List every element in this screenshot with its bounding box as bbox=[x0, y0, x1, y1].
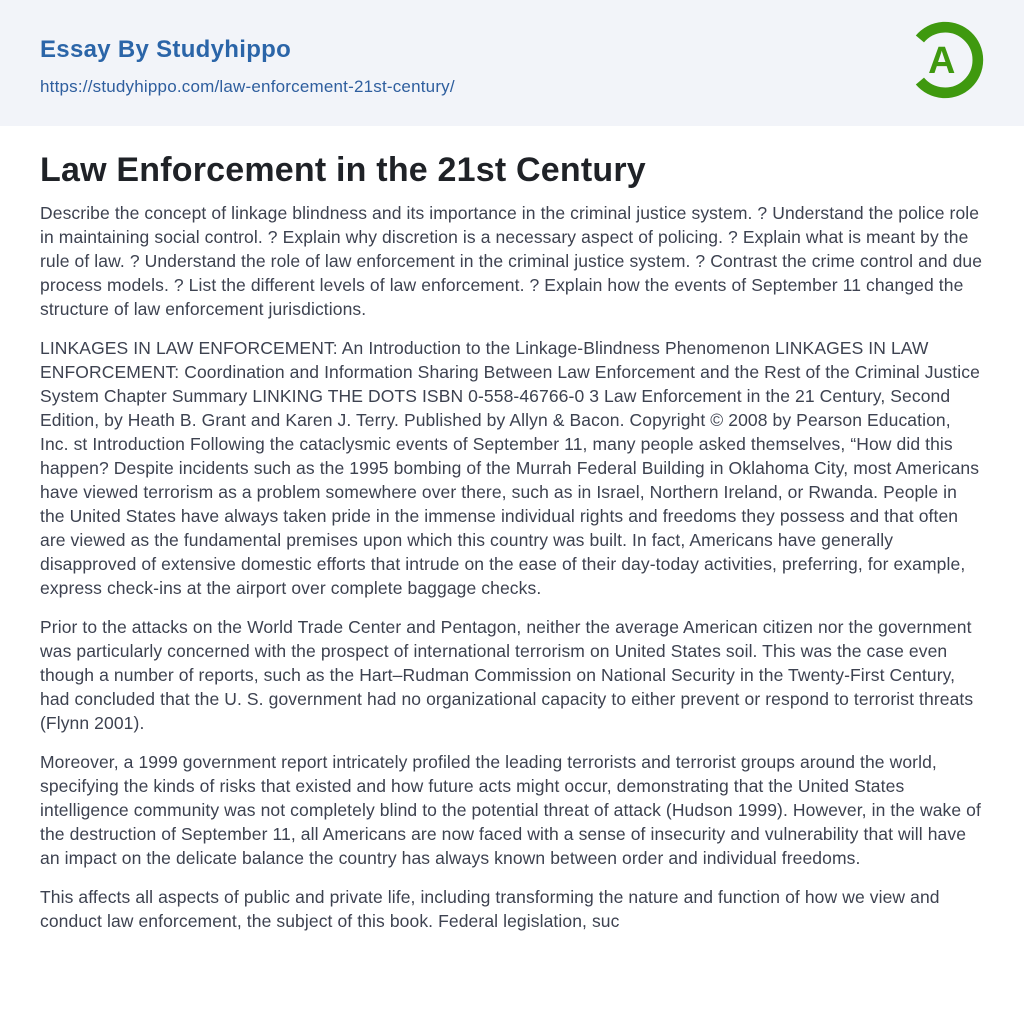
studyhippo-logo[interactable] bbox=[904, 19, 986, 101]
paragraph-learning-objectives: Describe the concept of linkage blindness and its importance in the criminal justice system. ? Understand the police role in maintaining social control. ? Explain why discretion is a necessary aspect of policing. ? Explain what is meant by the rule of law. ? Understand the role of law enforcement in the criminal justice system. ? Contrast the crime control and due process models. ? List the different levels of law enforcement. ? Explain how the events of September 11 changed the structure of law enforcement jurisdictions. bbox=[40, 203, 983, 319]
paragraph-prior-attacks: Prior to the attacks on the World Trade Center and Pentagon, neither the average American citizen nor the government was particularly concerned with the prospect of international terrorism on United States soil. This was the case even though a number of reports, such as the Hart–Rudman Commission on National Security in the Twenty-First Century, had concluded that the U. S. government had no organizational capacity to either prevent or respond to terrorist threats (Flynn 2001). bbox=[40, 617, 974, 733]
paragraph-linkages-intro: LINKAGES IN LAW ENFORCEMENT: An Introduction to the Linkage-Blindness Phenomenon LINKAGES IN LAW ENFORCEMENT: Coordination and Information Sharing Between Law Enforcement and the Rest of the Criminal Justice System Chapter Summary LINKING THE DOTS ISBN 0-558-46766-0 3 Law Enforcement in the 21 Century, Second Edition, by Heath B. Grant and Karen J. Terry. Published by Allyn & Bacon. Copyright © 2008 by Pearson Education, Inc. st Introduction Following the cataclysmic events of September 11, many people asked themselves, “How did this happen? Despite incidents such as the 1995 bombing of the Murrah Federal Building in Oklahoma City, most Americans have viewed terrorism as a problem somewhere over there, such as in Israel, Northern Ireland, or Rwanda. People in the United States have always taken pride in the immense individual rights and freedoms they possess and that often are viewed as the fundamental premises upon which this country was built. In fact, Americans have generally disapproved of extensive domestic efforts that intrude on the ease of their day-today activities, preferring, for example, express check-ins at the airport over complete baggage checks. bbox=[40, 338, 980, 598]
logo-letter: A bbox=[928, 39, 956, 82]
header bbox=[0, 0, 1024, 126]
essay-content bbox=[0, 126, 1024, 933]
paragraph-1999-report: Moreover, a 1999 government report intricately profiled the leading terrorists and terrorist groups around the world, specifying the kinds of risks that existed and how future acts might occur, demonstrating that the United States intelligence community was not completely blind to the potential threat of attack (Hudson 1999). However, in the wake of the destruction of September 11, all Americans are now faced with a sense of insecurity and vulnerability that will have an impact on the delicate balance the country has always known between order and individual freedoms. bbox=[40, 752, 981, 868]
source-url-link[interactable]: https://studyhippo.com/law-enforcement-21st-century/ bbox=[40, 77, 455, 96]
page-title: Law Enforcement in the 21st Century bbox=[40, 151, 646, 189]
logo-arc-icon bbox=[904, 19, 986, 101]
site-byline: Essay By Studyhippo bbox=[40, 36, 292, 63]
paragraph-public-private-life: This affects all aspects of public and private life, including transforming the nature and function of how we view and conduct law enforcement, the subject of this book. Federal legislation, suc bbox=[40, 887, 940, 931]
